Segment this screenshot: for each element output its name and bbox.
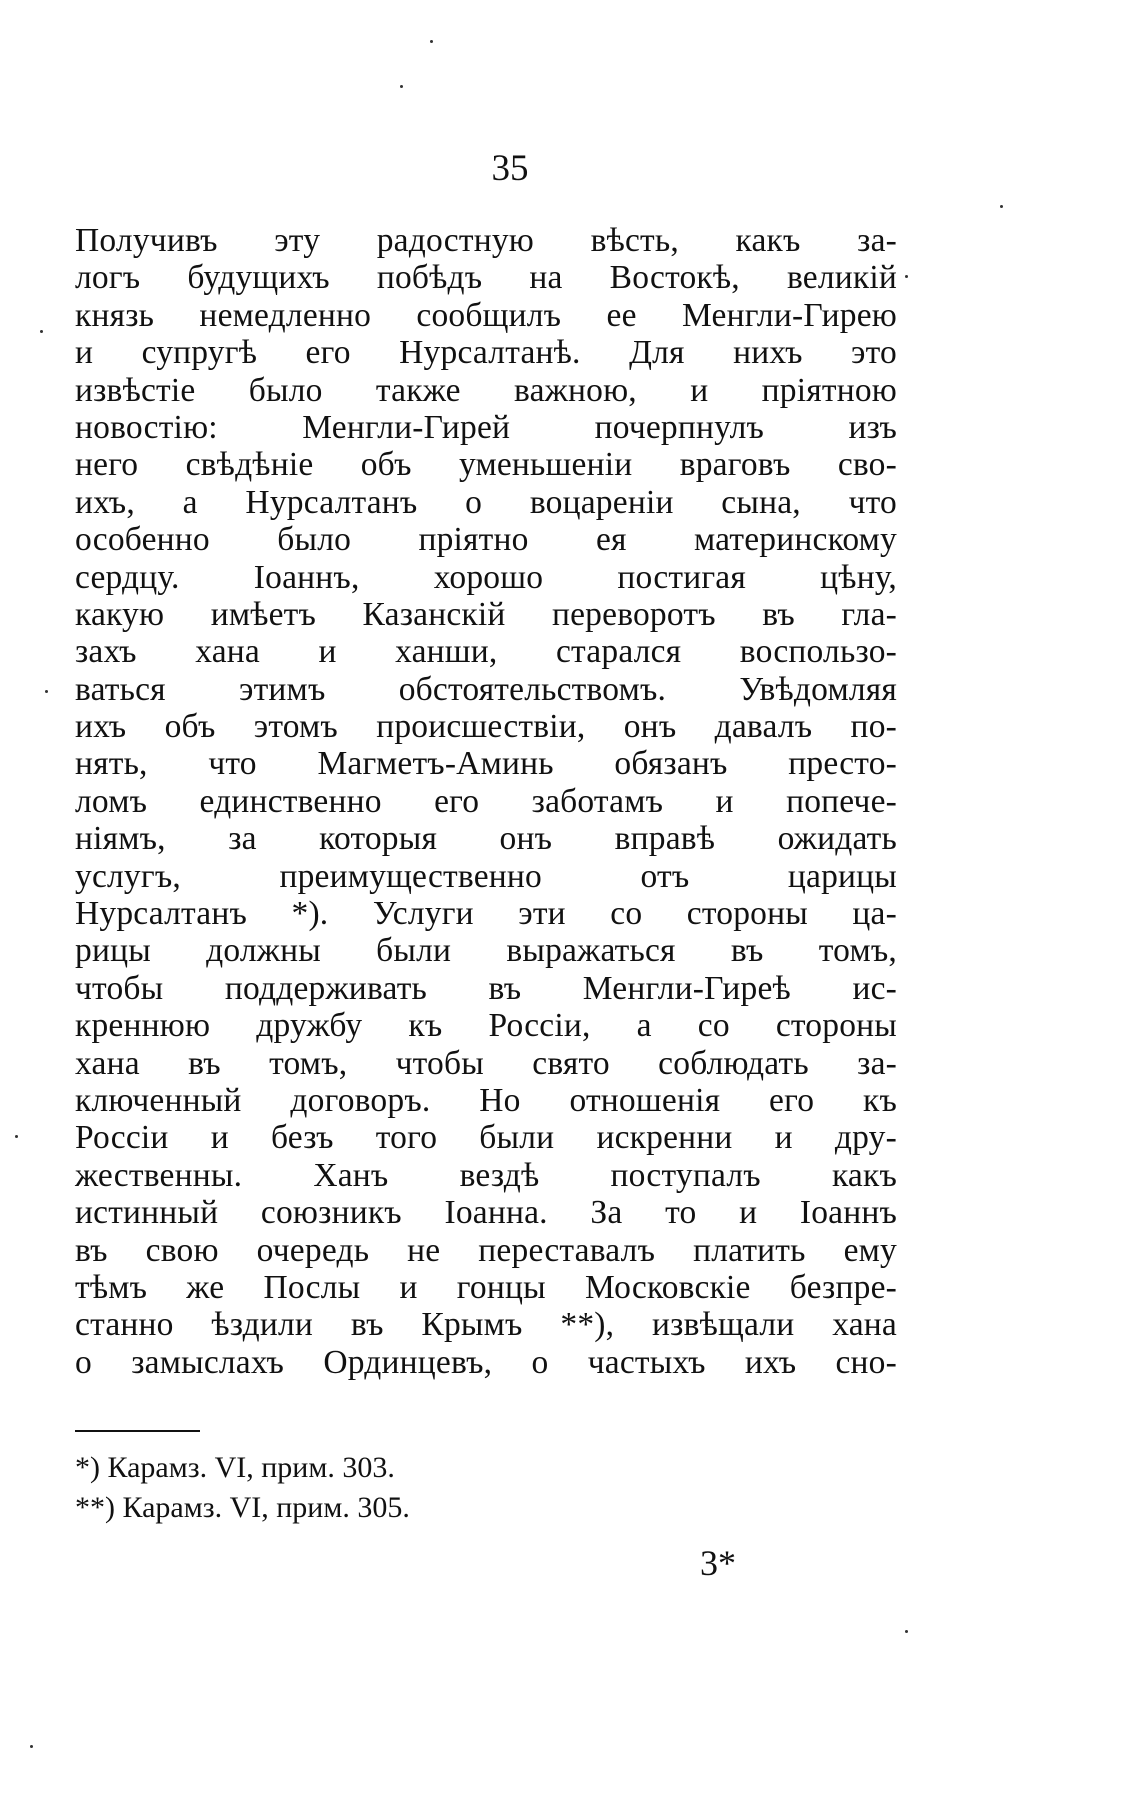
text-line: Россіи и безъ того были искренни и дру- xyxy=(75,1119,897,1157)
text-line: Нурсалтанъ *). Услуги эти со стороны ца- xyxy=(75,895,897,933)
text-line: ломъ единственно его заботамъ и попече- xyxy=(75,782,897,820)
text-line: чтобы поддерживать въ Менгли-Гиреѣ ис- xyxy=(75,969,897,1007)
text-line: рицы должны были выражаться въ томъ, xyxy=(75,932,897,970)
text-line: въ свою очередь не переставалъ платить ему xyxy=(75,1231,897,1269)
scan-speck xyxy=(30,1745,33,1748)
text-line: станно ѣздили въ Крымъ **), извѣщали хана xyxy=(75,1306,897,1344)
text-line: князь немедленно сообщилъ ее Менгли-Гирею xyxy=(75,296,897,334)
signature-mark: 3* xyxy=(700,1543,736,1583)
text-line: него свѣдѣніе объ уменьшеніи враговъ сво- xyxy=(75,446,897,484)
footnote: *) Карамз. VI, прим. 303. xyxy=(75,1451,395,1484)
text-line: ихъ, а Нурсалтанъ о воцареніи сына, что xyxy=(75,483,897,521)
text-line: ніямъ, за которыя онъ вправѣ ожидать xyxy=(75,820,897,858)
text-line: креннюю дружбу къ Россіи, а со стороны xyxy=(75,1007,897,1045)
body-text xyxy=(75,222,897,1381)
footnotes xyxy=(75,1448,675,1528)
text-line: новостію: Менгли-Гирей почерпнулъ изъ xyxy=(75,408,897,446)
text-line: извѣстіе было также важною, и пріятною xyxy=(75,371,897,409)
text-line: услугъ, преимущественно отъ царицы xyxy=(75,857,897,895)
scan-speck xyxy=(1000,205,1003,208)
text-line: Получивъ эту радостную вѣсть, какъ за- xyxy=(75,222,897,259)
scan-speck xyxy=(15,1135,18,1138)
text-line: жественны. Ханъ вездѣ поступалъ какъ xyxy=(75,1156,897,1194)
text-line: о замыслахъ Ординцевъ, о частыхъ ихъ сно- xyxy=(75,1343,897,1381)
scan-speck xyxy=(905,275,908,278)
text-line: особенно было пріятно ея материнскому xyxy=(75,521,897,559)
text-line: тѣмъ же Послы и гонцы Московскіе безпре- xyxy=(75,1268,897,1306)
text-line: нять, что Магметъ-Аминь обязанъ престо- xyxy=(75,745,897,783)
scan-speck xyxy=(430,40,433,43)
text-line: захъ хана и ханши, старался воспользо- xyxy=(75,633,897,671)
text-line: ихъ объ этомъ происшествіи, онъ давалъ по- xyxy=(75,708,897,746)
text-line: хана въ томъ, чтобы свято соблюдать за- xyxy=(75,1044,897,1082)
footnote: **) Карамз. VI, прим. 305. xyxy=(75,1491,410,1524)
text-line: логъ будущихъ побѣдъ на Востокѣ, великій xyxy=(75,259,897,297)
text-line: и супругѣ его Нурсалтанѣ. Для нихъ это xyxy=(75,334,897,372)
scan-speck xyxy=(905,1630,908,1633)
scan-speck xyxy=(400,85,403,88)
scan-speck xyxy=(40,330,43,333)
page-number: 35 xyxy=(491,148,529,189)
text-line: ключенный договоръ. Но отношенія его къ xyxy=(75,1081,897,1119)
text-line: ваться этимъ обстоятельствомъ. Увѣдомляя xyxy=(75,670,897,708)
text-line: сердцу. Іоаннъ, хорошо постигая цѣну, xyxy=(75,558,897,596)
text-line: какую имѣетъ Казанскій переворотъ въ гла- xyxy=(75,595,897,633)
footnote-divider xyxy=(75,1430,200,1432)
text-line: истинный союзникъ Іоанна. За то и Іоаннъ xyxy=(75,1194,897,1232)
scan-speck xyxy=(45,690,48,693)
